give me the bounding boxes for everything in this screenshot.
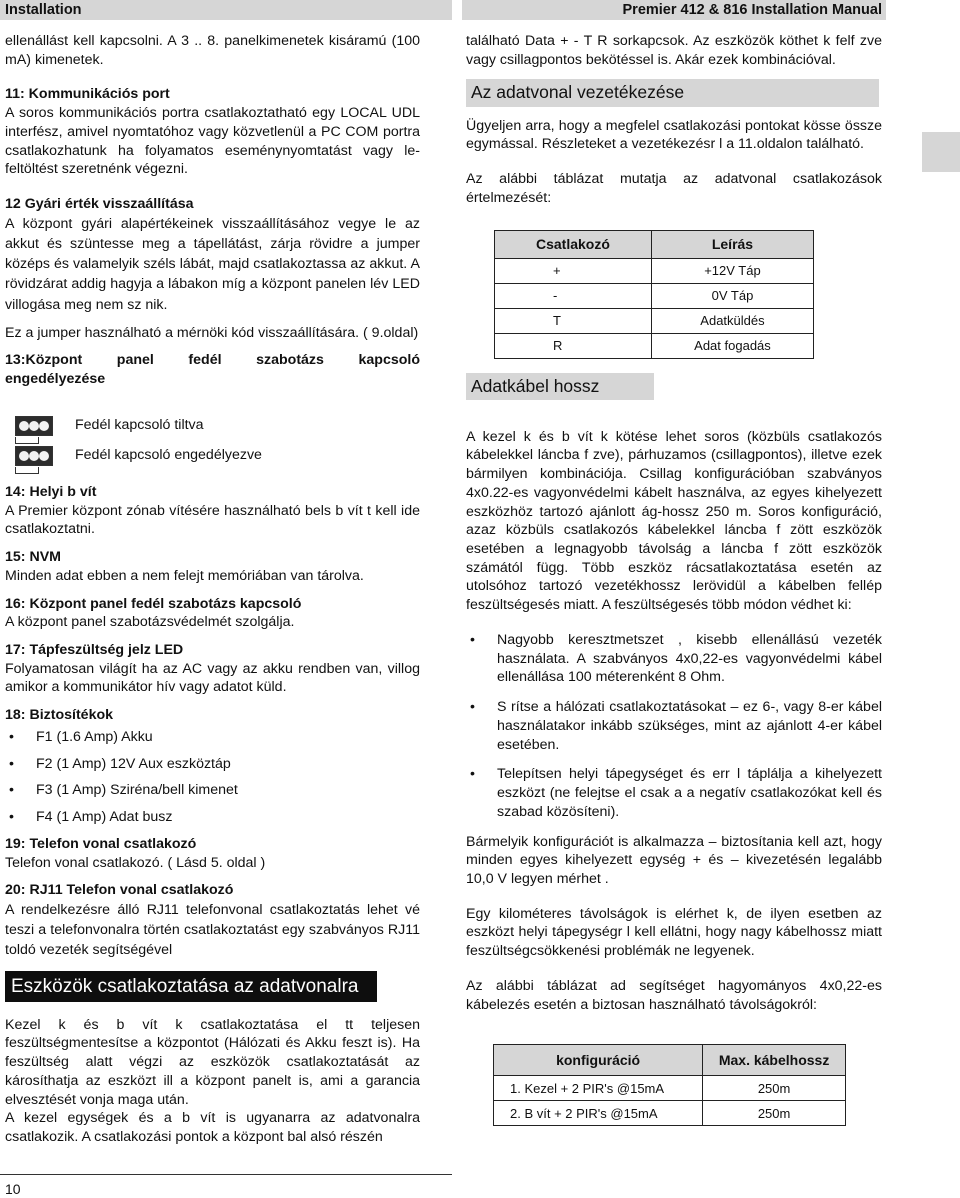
section-14-body: A Premier központ zónab vítésére használható bels b vít t kell ide csatlakoztatni. xyxy=(5,502,420,538)
header-right: Premier 412 & 816 Installation Manual xyxy=(462,0,886,20)
device-connection-body-1: Kezel k és b vít k csatlakoztatása el tt teljesen feszültségmentesítse a központot (Hálózati és Akku feszt is). Ha feszültség alatt végzi az eszközök csatlakoztatását az károsíthatja az eszközt ill a központ panelt is, ami a garancia elvesztését vonja maga után. xyxy=(5,1016,420,1108)
connector-table xyxy=(494,230,814,359)
jumper-disabled-row xyxy=(5,411,420,441)
section-12-title: 12 Gyári érték visszaállítása xyxy=(5,196,194,213)
list-item: • F2 (1 Amp) 12V Aux eszköztáp xyxy=(5,755,420,774)
list-item: • Nagyobb keresztmetszet , kisebb ellenállású vezeték használata. A szabványos 4x0,22-es vagyonvédelmi kábel ellenállása 100 méterenként 8 Ohm. xyxy=(466,631,882,687)
device-connection-body-2: A kezel egységek és a b vít is ugyanarra az adatvonalra csatlakozik. A csatlakozási pontok a központ bal alsó részén xyxy=(5,1110,420,1146)
section-15-body: Minden adat ebben a nem felejt memóriában van tárolva. xyxy=(5,567,364,584)
right-column xyxy=(466,32,882,1126)
list-item: • F3 (1 Amp) Sziréna/bell kimenet xyxy=(5,781,420,800)
wiring-body: Ügyeljen arra, hogy a megfelel csatlakozási pontokat kösse össze egymással. Részleteket a vezetékezésr l a 11.oldalon található. xyxy=(466,117,882,153)
table-cell: R xyxy=(495,333,652,358)
table-cell: Adatküldés xyxy=(651,308,813,333)
table-header-row xyxy=(494,1045,846,1076)
table-cell: 250m xyxy=(703,1101,846,1126)
table-cell: + xyxy=(495,258,652,283)
section-16-body: A központ panel szabotázsvédelmét szolgálja. xyxy=(5,614,295,631)
list-item: • Telepítsen helyi tápegységet és err l táplálja a kihelyezett eszközt (ne felejtse el csak a a negatív csatlakozókat kell és szabad közösíteni). xyxy=(466,765,882,821)
section-15-title: 15: NVM xyxy=(5,549,61,566)
section-20-body: A rendelkezésre álló RJ11 telefonvonal csatlakoztatás lehet vé teszi a telefonvonalra történ csatlakoztatást egy szabványos RJ11 toldó vezeték segítségével xyxy=(5,902,420,959)
list-item: • F1 (1.6 Amp) Akku xyxy=(5,728,420,747)
section-11-title: 11: Kommunikációs port xyxy=(5,86,170,103)
table-row xyxy=(495,308,814,333)
table-row xyxy=(495,283,814,308)
section-16-title: 16: Központ panel fedél szabotázs kapcsoló xyxy=(5,595,302,612)
table-cell: 250m xyxy=(703,1076,846,1101)
section-12-body: A központ gyári alapértékeinek visszaállításához vegye le az akkut és szüntesse meg a tápellátást, zárja rövidre a jumper középs és valamelyik széls lábát, majd csatlakoztassa az akkut. A rövidzárat addig hagyja a lábakon míg a központ panelen lév LED villogása meg nem sz nik. xyxy=(5,215,420,313)
jumper-enabled-row xyxy=(5,441,420,471)
table2-intro: Az alábbi táblázat ad segítséget hagyományos 4x0,22-es kábelezés esetén a biztosan használható távolságokról: xyxy=(466,977,882,1013)
jumper-enabled-icon xyxy=(15,446,53,466)
section-11-body: A soros kommunikációs portra csatlakoztatható egy LOCAL UDL interfész, amivel nyomtatóhoz vagy közvetlenül a PC COM portra csatlakozhatunk ha folyamatos eseménynyomtatást vagy le-feltöltést szeretnénk végezni. xyxy=(5,105,420,178)
km-body: Egy kilométeres távolságok is elérhet k, de ilyen esetben az eszközt helyi tápegységr l kell ellátni, hogy nagy kábelhossz miatt feszültségcsökkenési problémák ne legyenek. xyxy=(466,905,882,960)
section-20-title: 20: RJ11 Telefon vonal csatlakozó xyxy=(5,882,234,899)
footer-rule xyxy=(0,1174,452,1175)
table1-intro: Az alábbi táblázat mutatja az adatvonal csatlakozások értelmezését: xyxy=(466,171,882,206)
table-header-cell: Max. kábelhossz xyxy=(703,1045,846,1076)
jumper-disabled-label: Fedél kapcsoló tiltva xyxy=(75,417,204,434)
cable-length-body: A kezel k és b vít k kötése lehet soros (közbüls csatlakozós kábelekkel láncba f zve), párhuzamos (csillagpontos), illetve ezek bármilyen kombinációja. Csillag konfigurációban szabványos 4x0.22-es vagyonvédelmi kábelt használva, az egyes kihelyezett eszközhöz tartozó ajánlott ág-hossz 250 m. Soros konfiguráció, azaz közbüls csatlakozós kábelekkel láncba f zött eszközök esetében a legnagyobb távolság a láncba f zött eszközök számától függ. Több eszköz rácsatlakoztatása esetén az utolsóhoz tartozó vezetékhossz lerövidül a kábelben fellép feszültségesés miatt. A feszültségesés több módon védhet ki: xyxy=(466,428,882,614)
table-header-row xyxy=(495,230,814,258)
table-row xyxy=(494,1076,846,1101)
section-14-title: 14: Helyi b vít xyxy=(5,483,97,500)
table-header-cell: Csatlakozó xyxy=(495,230,652,258)
table-cell: 2. B vít + 2 PIR's @15mA xyxy=(494,1101,703,1126)
list-item: • F4 (1 Amp) Adat busz xyxy=(5,808,420,827)
config-body: Bármelyik konfigurációt is alkalmazza – biztosítania kell azt, hogy minden egyes kihelyezett egység + és – kivezetésén legalább 10,0 V legyen mérhet . xyxy=(466,833,882,888)
jumper-enabled-label: Fedél kapcsoló engedélyezve xyxy=(75,447,262,464)
list-item: • S rítse a hálózati csatlakoztatásokat – ez 6-, vagy 8-er kábel használatakor inkább szükséges, mint az ajánlott 4-er kábel esetében. xyxy=(466,698,882,754)
table-header-cell: Leírás xyxy=(651,230,813,258)
section-13-title: 13:Központ panel fedél szabotázs kapcsoló engedélyezése xyxy=(5,352,420,388)
section-19-body: Telefon vonal csatlakozó. ( Lásd 5. oldal ) xyxy=(5,854,266,871)
table-cell: T xyxy=(495,308,652,333)
wiring-heading: Az adatvonal vezetékezése xyxy=(466,79,879,106)
header-left: Installation xyxy=(0,0,452,20)
voltage-drop-list xyxy=(466,631,882,822)
left-column xyxy=(5,32,420,1147)
page-number: 10 xyxy=(5,1181,21,1197)
table-row xyxy=(495,333,814,358)
table-header-cell: konfiguráció xyxy=(494,1045,703,1076)
side-tab-marker xyxy=(922,132,960,172)
cable-length-table xyxy=(493,1044,846,1126)
table-cell: 1. Kezel + 2 PIR's @15mA xyxy=(494,1076,703,1101)
table-cell: +12V Táp xyxy=(651,258,813,283)
intro-paragraph: ellenállást kell kapcsolni. A 3 .. 8. panelkimenetek kisáramú (100 mA) kimenetek. xyxy=(5,33,420,68)
table-cell: 0V Táp xyxy=(651,283,813,308)
right-intro: található Data + - T R sorkapcsok. Az eszközök köthet k felf zve vagy csillagpontos bekötéssel is. Akár ezek kombinációval. xyxy=(466,33,882,68)
section-19-title: 19: Telefon vonal csatlakozó xyxy=(5,835,197,852)
section-18-title: 18: Biztosítékok xyxy=(5,707,114,724)
cable-length-heading: Adatkábel hossz xyxy=(466,373,654,400)
table-row xyxy=(495,258,814,283)
device-connection-heading: Eszközök csatlakoztatása az adatvonalra xyxy=(5,971,377,1002)
section-12-note: Ez a jumper használható a mérnöki kód visszaállítására. ( 9.oldal) xyxy=(5,324,419,341)
table-row xyxy=(494,1101,846,1126)
section-17-title: 17: Tápfeszültség jelz LED xyxy=(5,642,184,658)
table-cell: - xyxy=(495,283,652,308)
section-17-body: Folyamatosan világít ha az AC vagy az akku rendben van, villog amikor a kommunikátor hív vagy adatot küld. xyxy=(5,660,420,696)
fuse-list xyxy=(5,728,420,827)
jumper-disabled-icon xyxy=(15,416,53,436)
table-cell: Adat fogadás xyxy=(651,333,813,358)
